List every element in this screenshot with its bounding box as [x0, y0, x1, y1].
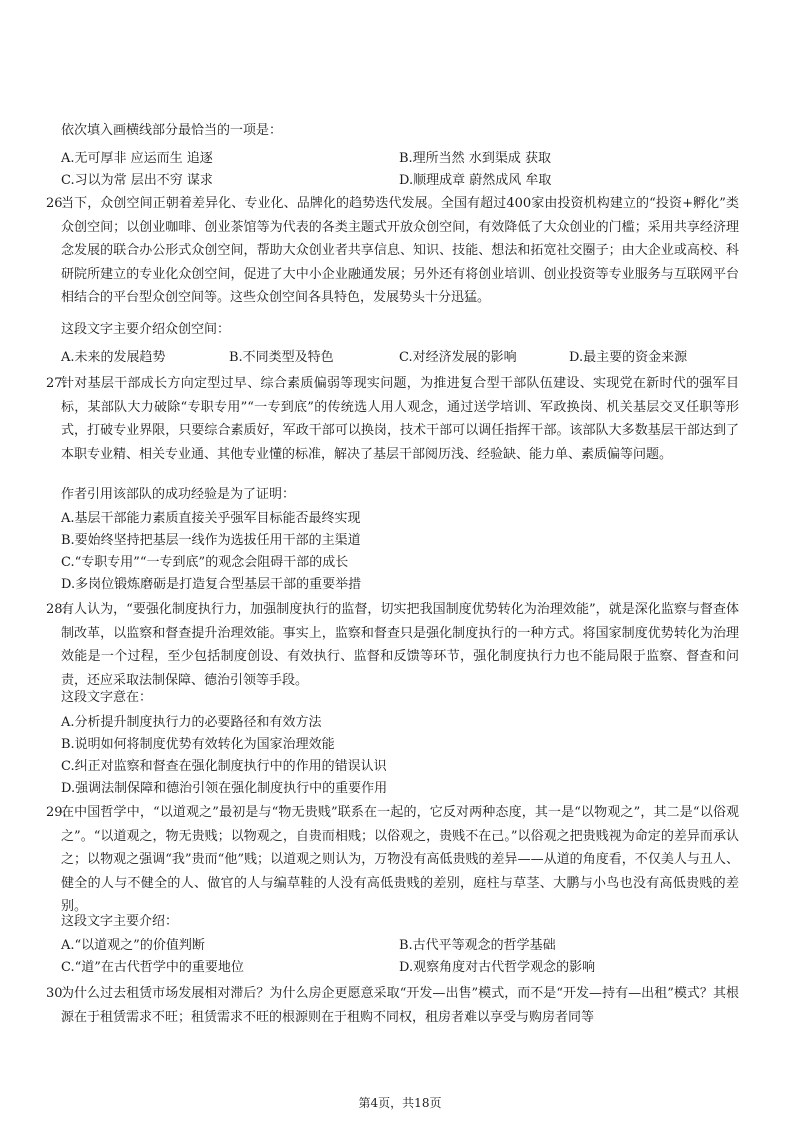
q26-option-d: D.最主要的资金来源	[569, 350, 688, 365]
q25-option-c: C.习以为常 层出不穷 谋求	[61, 173, 213, 188]
q26-text: 当下，众创空间正朝着差异化、专业化、品牌化的趋势迭代发展。全国有超过400家由投资机构建立的“投资+孵化”类众创空间；以创业咖啡、创业茶馆等为代表的各类主题式开放众创空间，有效降低了大众创业的门槛；采用共享经济理念发展的联合办公形式众创空间，帮助大众创业者共享信息、知识、技能、想法和拓宽社交圈子；由大企业或高校、科研院所建立的专业化众创空间，促进了大中小企业融通发展；另外还有将创业培训、创业投资等专业服务与互联网平台相结合的平台型众创空间等。这些众创空间各具特色，发展势头十分迅猛。	[61, 196, 739, 305]
q29-option-b: B.古代平等观念的哲学基础	[399, 938, 556, 953]
q30-passage	[46, 982, 739, 1029]
q30-number: 30.	[46, 986, 67, 1001]
q28-stem: 这段文字意在：	[61, 690, 153, 705]
q27-option-a: A.基层干部能力素质直接关乎强军目标能否最终实现	[61, 511, 361, 526]
q27-option-b: B.要始终坚持把基层一线作为选拔任用干部的主渠道	[61, 533, 361, 548]
q27-stem: 作者引用该部队的成功经验是为了证明：	[61, 487, 296, 502]
q27-passage	[46, 372, 739, 466]
q26-option-a: A.未来的发展趋势	[61, 350, 166, 365]
q26-passage	[46, 192, 739, 310]
q25-option-a: A.无可厚非 应运而生 追逐	[61, 151, 213, 166]
q30-text: 为什么过去租赁市场发展相对滞后？为什么房企更愿意采取“开发—出售”模式，而不是“开发—持有—出租”模式？其根源在于租赁需求不旺；租赁需求不旺的根源则在于租购不同权，租房者难以享受与购房者同等	[61, 986, 739, 1025]
q26-option-c: C.对经济发展的影响	[399, 350, 517, 365]
q26-options	[61, 348, 741, 368]
q25-stem: 依次填入画横线部分最恰当的一项是：	[61, 123, 283, 138]
q25-option-d: D.顺理成章 蔚然成风 牟取	[399, 173, 552, 188]
q29-text: 在中国哲学中，“以道观之”最初是与“物无贵贱”联系在一起的，它反对两种态度，其一是“以物观之”，其二是“以俗观之”。“以道观之，物无贵贱；以物观之，自贵而相贱；以俗观之，贵贱不在己。”以俗观之把贵贱视为命定的差异而承认之；以物观之强调“我”贵而“他”贱；以道观之则认为，万物没有高低贵贱的差异——从道的角度看，不仅美人与丑人、健全的人与不健全的人、做官的人与编草鞋的人没有高低贵贱的差别，庭柱与草茎、大鹏与小鸟也没有高低贵贱的差别。	[61, 805, 739, 914]
q28-number: 28.	[46, 602, 67, 617]
q25-option-b: B.理所当然 水到渠成 获取	[399, 151, 551, 166]
q29-option-d: D.观察角度对古代哲学观念的影响	[399, 960, 596, 975]
q27-option-c: C.“专职专用”“一专到底”的观念会阻碍干部的成长	[61, 555, 349, 570]
q29-stem: 这段文字主要介绍：	[61, 914, 179, 929]
q27-option-d: D.多岗位锻炼磨砺是打造复合型基层干部的重要举措	[61, 577, 362, 592]
q29-option-a: A.“以道观之”的价值判断	[61, 938, 205, 953]
q28-option-d: D.强调法制保障和德治引领在强化制度执行中的重要作用	[61, 781, 388, 796]
q29-passage	[46, 801, 739, 919]
q26-stem: 这段文字主要介绍众创空间：	[61, 322, 231, 337]
q28-text: 有人认为，“要强化制度执行力，加强制度执行的监督，切实把我国制度优势转化为治理效能”，就是深化监察与督查体制改革，以监察和督查提升治理效能。事实上，监察和督查只是强化制度执行的一种方式。将国家制度优势转化为治理效能是一个过程，至少包括制度创设、有效执行、监督和反馈等环节，强化制度执行力也不能局限于监察、督查和问责，还应采取法制保障、德治引领等手段。	[61, 602, 739, 688]
q28-option-c: C.纠正对监察和督查在强化制度执行中的作用的错误认识	[61, 759, 387, 774]
q27-text: 针对基层干部成长方向定型过早、综合素质偏弱等现实问题，为推进复合型干部队伍建设、实现党在新时代的强军目标，某部队大力破除“专职专用”“一专到底”的传统选人用人观念，通过送学培训、军政换岗、机关基层交叉任职等形式，打破专业界限，只要综合素质好，军政干部可以换岗，技术干部可以调任指挥干部。该部队大多数基层干部达到了本职专业精、相关专业通、其他专业懂的标准，解决了基层干部阅历浅、经验缺、能力单、素质偏等问题。	[61, 376, 739, 462]
q28-passage	[46, 598, 739, 692]
q29-number: 29.	[46, 805, 67, 820]
q27-number: 27.	[46, 376, 67, 391]
page-number: 第4页，共18页	[358, 1096, 442, 1110]
q26-number: 26.	[46, 196, 67, 211]
q26-option-b: B.不同类型及特色	[229, 350, 334, 365]
q29-option-c: C.“道”在古代哲学中的重要地位	[61, 960, 244, 975]
q28-option-a: A.分析提升制度执行力的必要路径和有效方法	[61, 715, 322, 730]
q28-option-b: B.说明如何将制度优势有效转化为国家治理效能	[61, 737, 335, 752]
